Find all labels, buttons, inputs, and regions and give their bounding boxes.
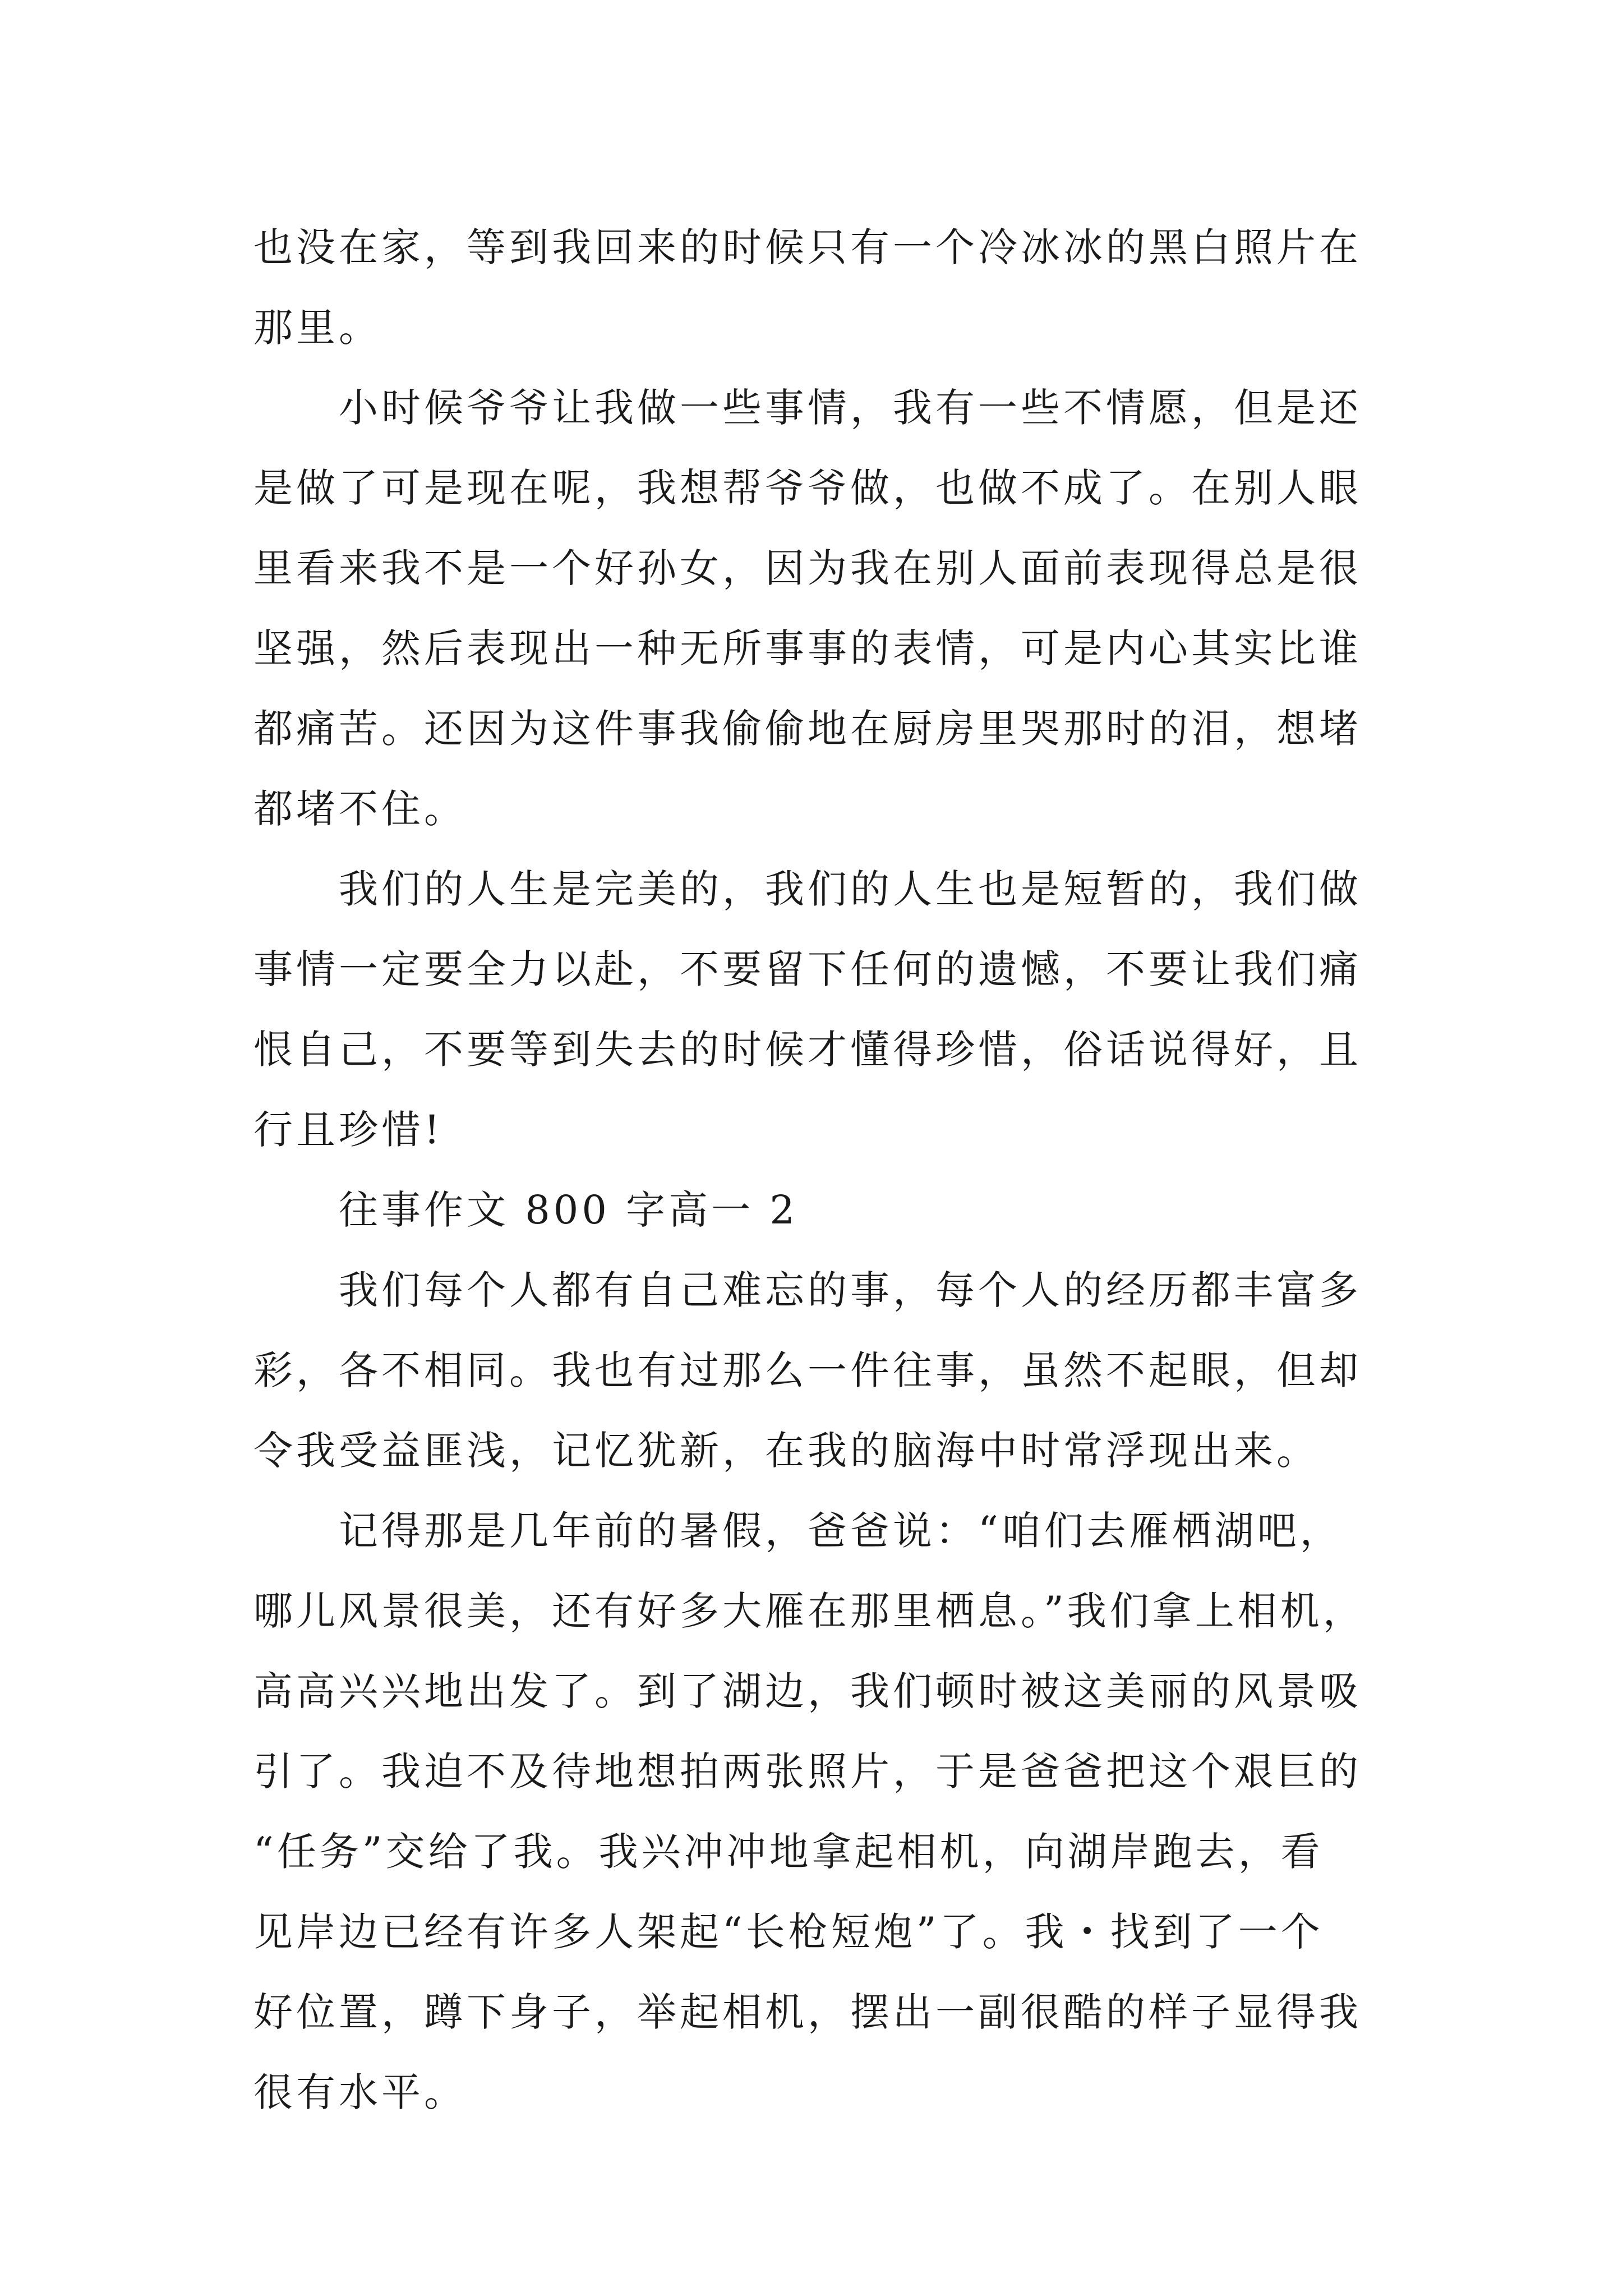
text-line: 彩，各不相同。我也有过那么一件往事，虽然不起眼，但却 (253, 1347, 1362, 1393)
text-line: 都堵不住。 (253, 786, 467, 832)
text-line: 好位置，蹲下身子，举起相机，摆出一副很酷的样子显得我 (253, 1989, 1362, 2035)
document-body (253, 208, 1392, 2133)
text-line: 引了。我迫不及待地想拍两张照片，于是爸爸把这个艰巨的 (253, 1749, 1362, 1795)
section-heading: 往事作文 800 字高一 2 (339, 1187, 798, 1233)
text-line: 见岸边已经有许多人架起“长枪短炮”了。我・找到了一个 (253, 1909, 1324, 1955)
text-line: 里看来我不是一个好孙女，因为我在别人面前表现得总是很 (253, 545, 1362, 591)
text-line: 记得那是几年前的暑假，爸爸说：“咱们去雁栖湖吧， (339, 1508, 1343, 1554)
text-line: 恨自己，不要等到失去的时候才懂得珍惜，俗话说得好，且 (253, 1027, 1362, 1073)
text-line: 高高兴兴地出发了。到了湖边，我们顿时被这美丽的风景吸 (253, 1668, 1362, 1714)
text-line: 令我受益匪浅，记忆犹新，在我的脑海中时常浮现出来。 (253, 1428, 1319, 1474)
text-line: 我们的人生是完美的，我们的人生也是短暂的，我们做 (339, 866, 1362, 912)
text-line: 那里。 (253, 305, 381, 351)
text-line: 行且珍惜! (253, 1107, 444, 1153)
text-line: 很有水平。 (253, 2069, 467, 2115)
text-line: 哪儿风景很美，还有好多大雁在那里栖息。”我们拿上相机， (253, 1588, 1366, 1634)
text-line: 我们每个人都有自己难忘的事，每个人的经历都丰富多 (339, 1267, 1362, 1313)
text-line: “任务”交给了我。我兴冲冲地拿起相机，向湖岸跑去，看 (253, 1829, 1324, 1875)
text-line: 是做了可是现在呢，我想帮爷爷做，也做不成了。在别人眼 (253, 465, 1362, 511)
text-line: 坚强，然后表现出一种无所事事的表情，可是内心其实比谁 (253, 625, 1362, 671)
text-line: 都痛苦。还因为这件事我偷偷地在厨房里哭那时的泪，想堵 (253, 706, 1362, 752)
text-line: 小时候爷爷让我做一些事情，我有一些不情愿，但是还 (339, 385, 1362, 431)
text-line: 事情一定要全力以赴，不要留下任何的遗憾，不要让我们痛 (253, 946, 1362, 992)
text-line: 也没在家，等到我回来的时候只有一个冷冰冰的黑白照片在 (253, 224, 1362, 270)
